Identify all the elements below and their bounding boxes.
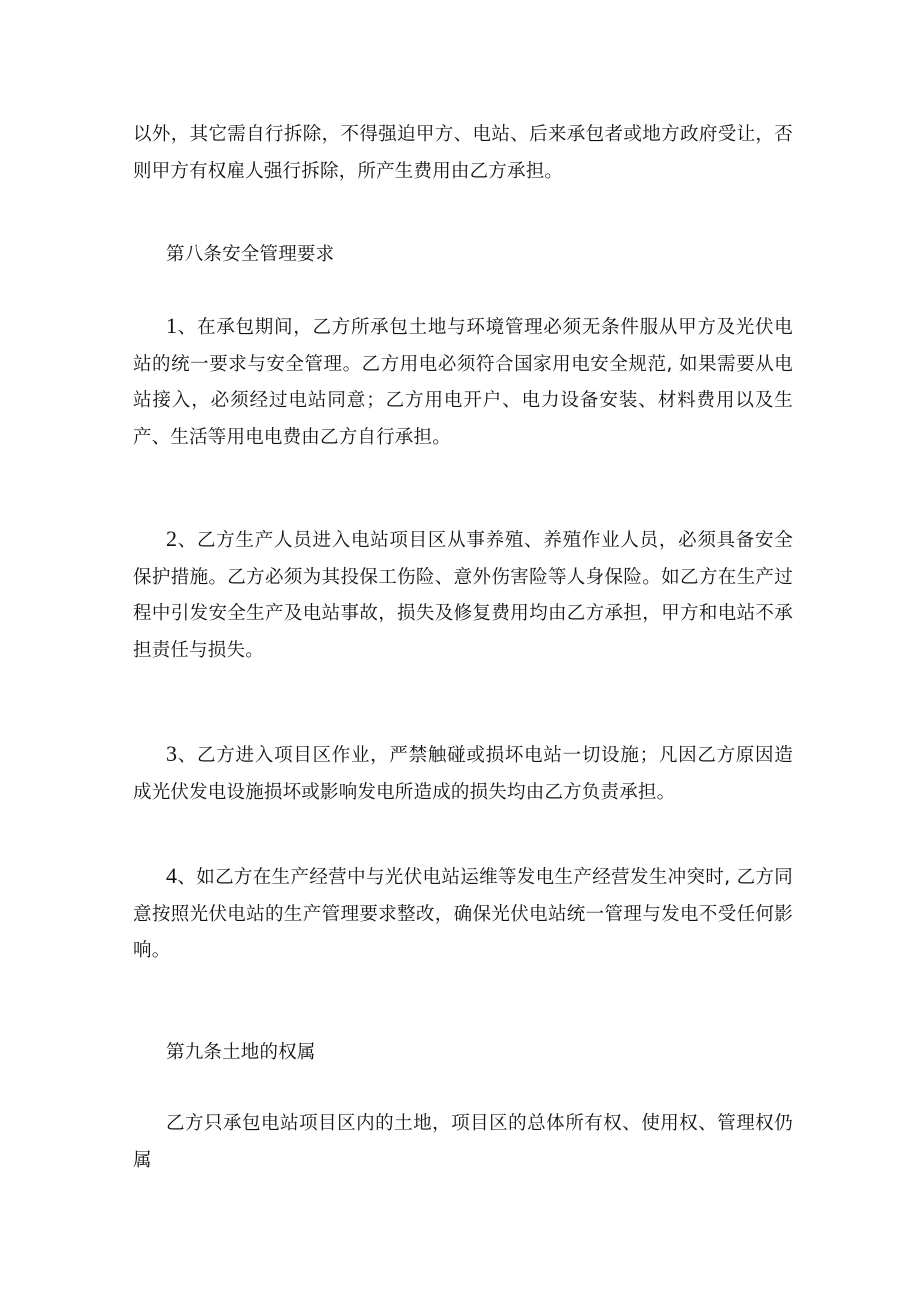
item-2-text: 、乙方生产人员进入电站项目区从事养殖、养殖作业人员，必须具备安全保护措施。乙方必须为其投保工伤险、意外伤害险等人身保险。如乙方在生产过程中引发安全生产及电站事故，损失及修复费用均由乙方承担，甲方和电站不承担责任与损失。	[133, 530, 793, 661]
item-1-number: 1	[166, 313, 178, 338]
section-8-item-4	[133, 858, 793, 970]
section-8-heading: 第八条安全管理要求	[166, 244, 335, 265]
item-4-number: 4	[166, 863, 178, 888]
item-2-number: 2	[166, 526, 178, 551]
paragraph-continuation: 以外，其它需自行拆除，不得强迫甲方、电站、后来承包者或地方政府受让，否则甲方有权雇人强行拆除，所产生费用由乙方承担。	[133, 124, 793, 182]
section-8-item-1	[133, 308, 793, 456]
item-4-text: 、如乙方在生产经营中与光伏电站运维等发电生产经营发生冲突时, 乙方同意按照光伏电站的生产管理要求整改，确保光伏电站统一管理与发电不受任何影响。	[133, 867, 793, 961]
section-8-item-3	[133, 736, 793, 811]
item-1-text: 、在承包期间，乙方所承包土地与环境管理必须无条件服从甲方及光伏电站的统一要求与安全管理。乙方用电必须符合国家用电安全规范, 如果需要从电站接入，必须经过电站同意；乙方用电开户、电力设备安装、材料费用以及生产、生活等用电电费由乙方自行承担。	[133, 317, 793, 448]
section-9-heading: 第九条土地的权属	[166, 1042, 316, 1063]
section-8-item-2	[133, 521, 793, 669]
section-9-paragraph: 乙方只承包电站项目区内的土地，项目区的总体所有权、使用权、管理权仍属	[133, 1113, 793, 1171]
item-3-text: 、乙方进入项目区作业，严禁触碰或损坏电站一切设施；凡因乙方原因造成光伏发电设施损坏或影响发电所造成的损失均由乙方负责承担。	[133, 745, 793, 803]
item-3-number: 3	[166, 741, 178, 766]
